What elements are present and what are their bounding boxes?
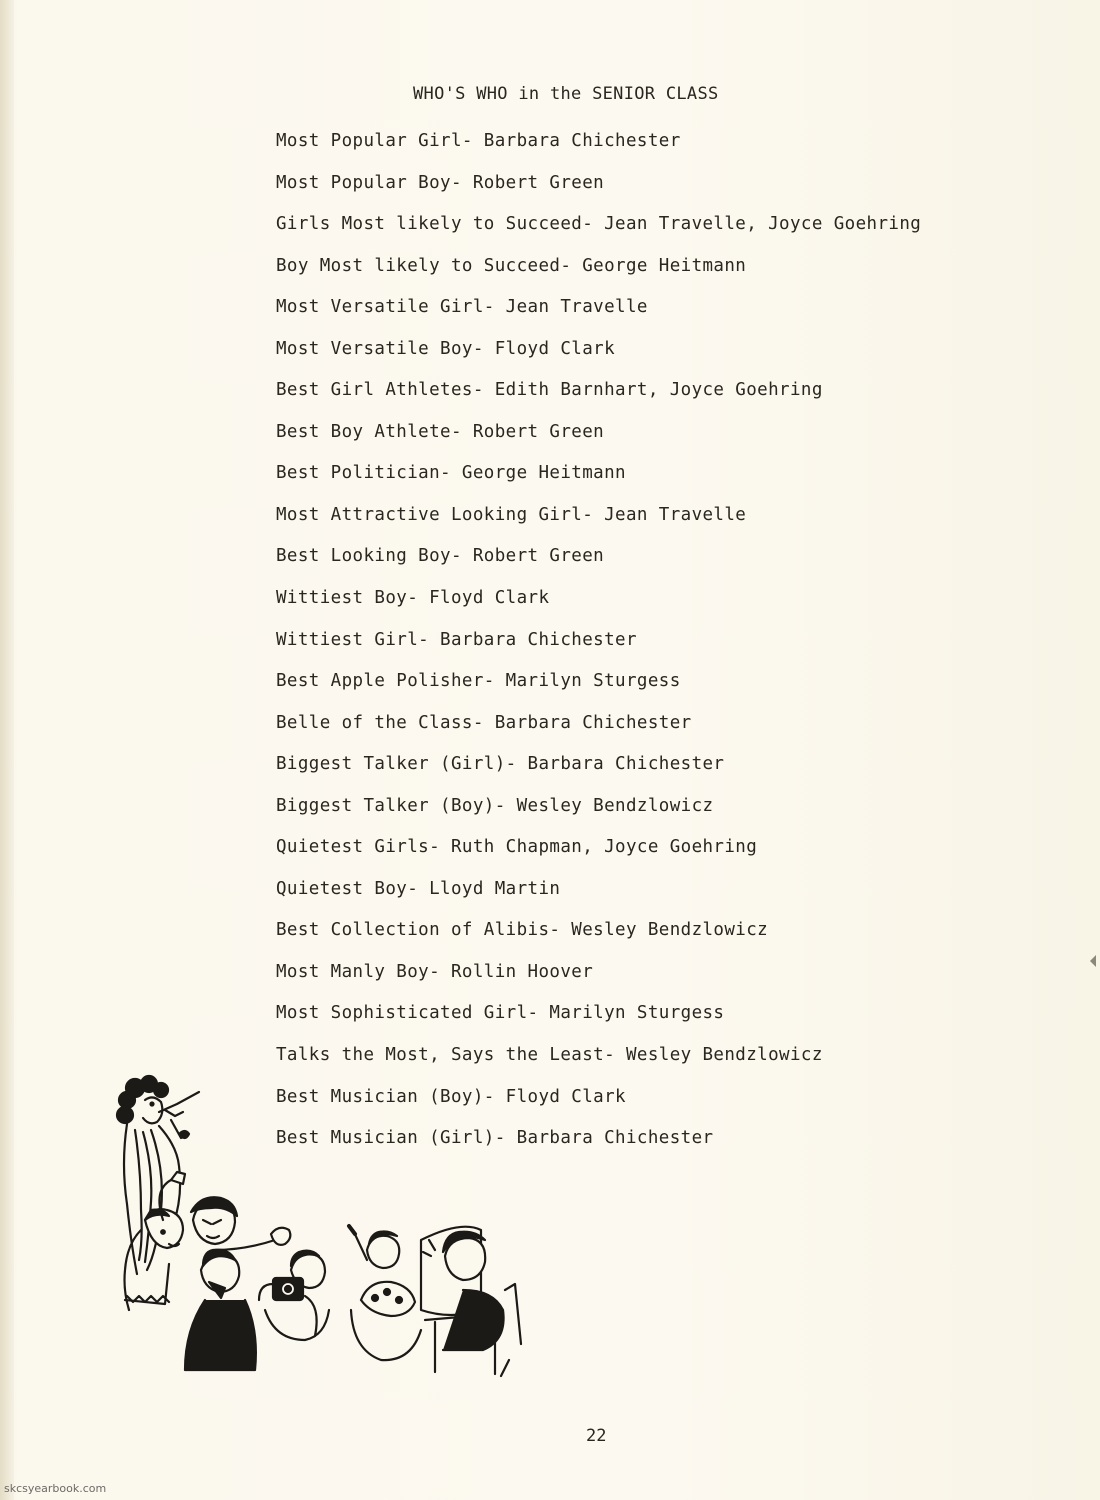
award-entry: Most Manly Boy- Rollin Hoover bbox=[276, 961, 594, 982]
photographer-figure bbox=[259, 1251, 329, 1340]
award-entry: Best Looking Boy- Robert Green bbox=[276, 546, 605, 567]
awards-list bbox=[276, 128, 921, 1167]
award-entry: Best Musician (Boy)- Floyd Clark bbox=[276, 1086, 626, 1107]
award-entry: Best Boy Athlete- Robert Green bbox=[276, 421, 605, 442]
award-entry: Talks the Most, Says the Least- Wesley Bendzlowicz bbox=[276, 1045, 823, 1066]
award-entry: Best Girl Athletes- Edith Barnhart, Joyce Goehring bbox=[276, 380, 823, 401]
award-entry: Wittiest Girl- Barbara Chichester bbox=[276, 629, 637, 650]
writer-figure bbox=[421, 1227, 521, 1376]
award-entry: Most Sophisticated Girl- Marilyn Sturgess bbox=[276, 1003, 725, 1024]
award-entry: Quietest Girls- Ruth Chapman, Joyce Goehring bbox=[276, 837, 758, 858]
award-entry: Quietest Boy- Lloyd Martin bbox=[276, 878, 561, 899]
award-entry: Best Musician (Girl)- Barbara Chichester bbox=[276, 1128, 714, 1149]
award-entry: Best Collection of Alibis- Wesley Bendzlowicz bbox=[276, 920, 769, 941]
painter-figure bbox=[349, 1226, 421, 1360]
award-entry: Best Politician- George Heitmann bbox=[276, 463, 626, 484]
award-entry: Best Apple Polisher- Marilyn Sturgess bbox=[276, 671, 681, 692]
award-entry: Boy Most likely to Succeed- George Heitmann bbox=[276, 255, 747, 276]
angry-boy-figure bbox=[191, 1197, 290, 1250]
award-entry: Biggest Talker (Girl)- Barbara Chichester bbox=[276, 754, 725, 775]
award-entry: Most Popular Boy- Robert Green bbox=[276, 172, 605, 193]
award-entry: Biggest Talker (Boy)- Wesley Bendzlowicz bbox=[276, 795, 714, 816]
award-entry: Belle of the Class- Barbara Chichester bbox=[276, 712, 692, 733]
award-entry: Most Attractive Looking Girl- Jean Travelle bbox=[276, 504, 747, 525]
cartoon-students-illustration-icon bbox=[105, 1060, 525, 1380]
page-title: WHO'S WHO in the SENIOR CLASS bbox=[413, 84, 719, 104]
shouting-boy-figure bbox=[125, 1172, 186, 1310]
page-number: 22 bbox=[586, 1426, 607, 1446]
gesturing-man-figure bbox=[185, 1250, 256, 1370]
award-entry: Most Versatile Boy- Floyd Clark bbox=[276, 338, 616, 359]
edge-mark-icon bbox=[1088, 955, 1096, 967]
binding-edge bbox=[0, 0, 14, 1500]
award-entry: Most Popular Girl- Barbara Chichester bbox=[276, 131, 681, 151]
award-entry: Girls Most likely to Succeed- Jean Travelle, Joyce Goehring bbox=[276, 214, 922, 235]
award-entry: Most Versatile Girl- Jean Travelle bbox=[276, 297, 648, 318]
watermark-text: skcsyearbook.com bbox=[4, 1482, 107, 1495]
award-entry: Wittiest Boy- Floyd Clark bbox=[276, 588, 550, 609]
